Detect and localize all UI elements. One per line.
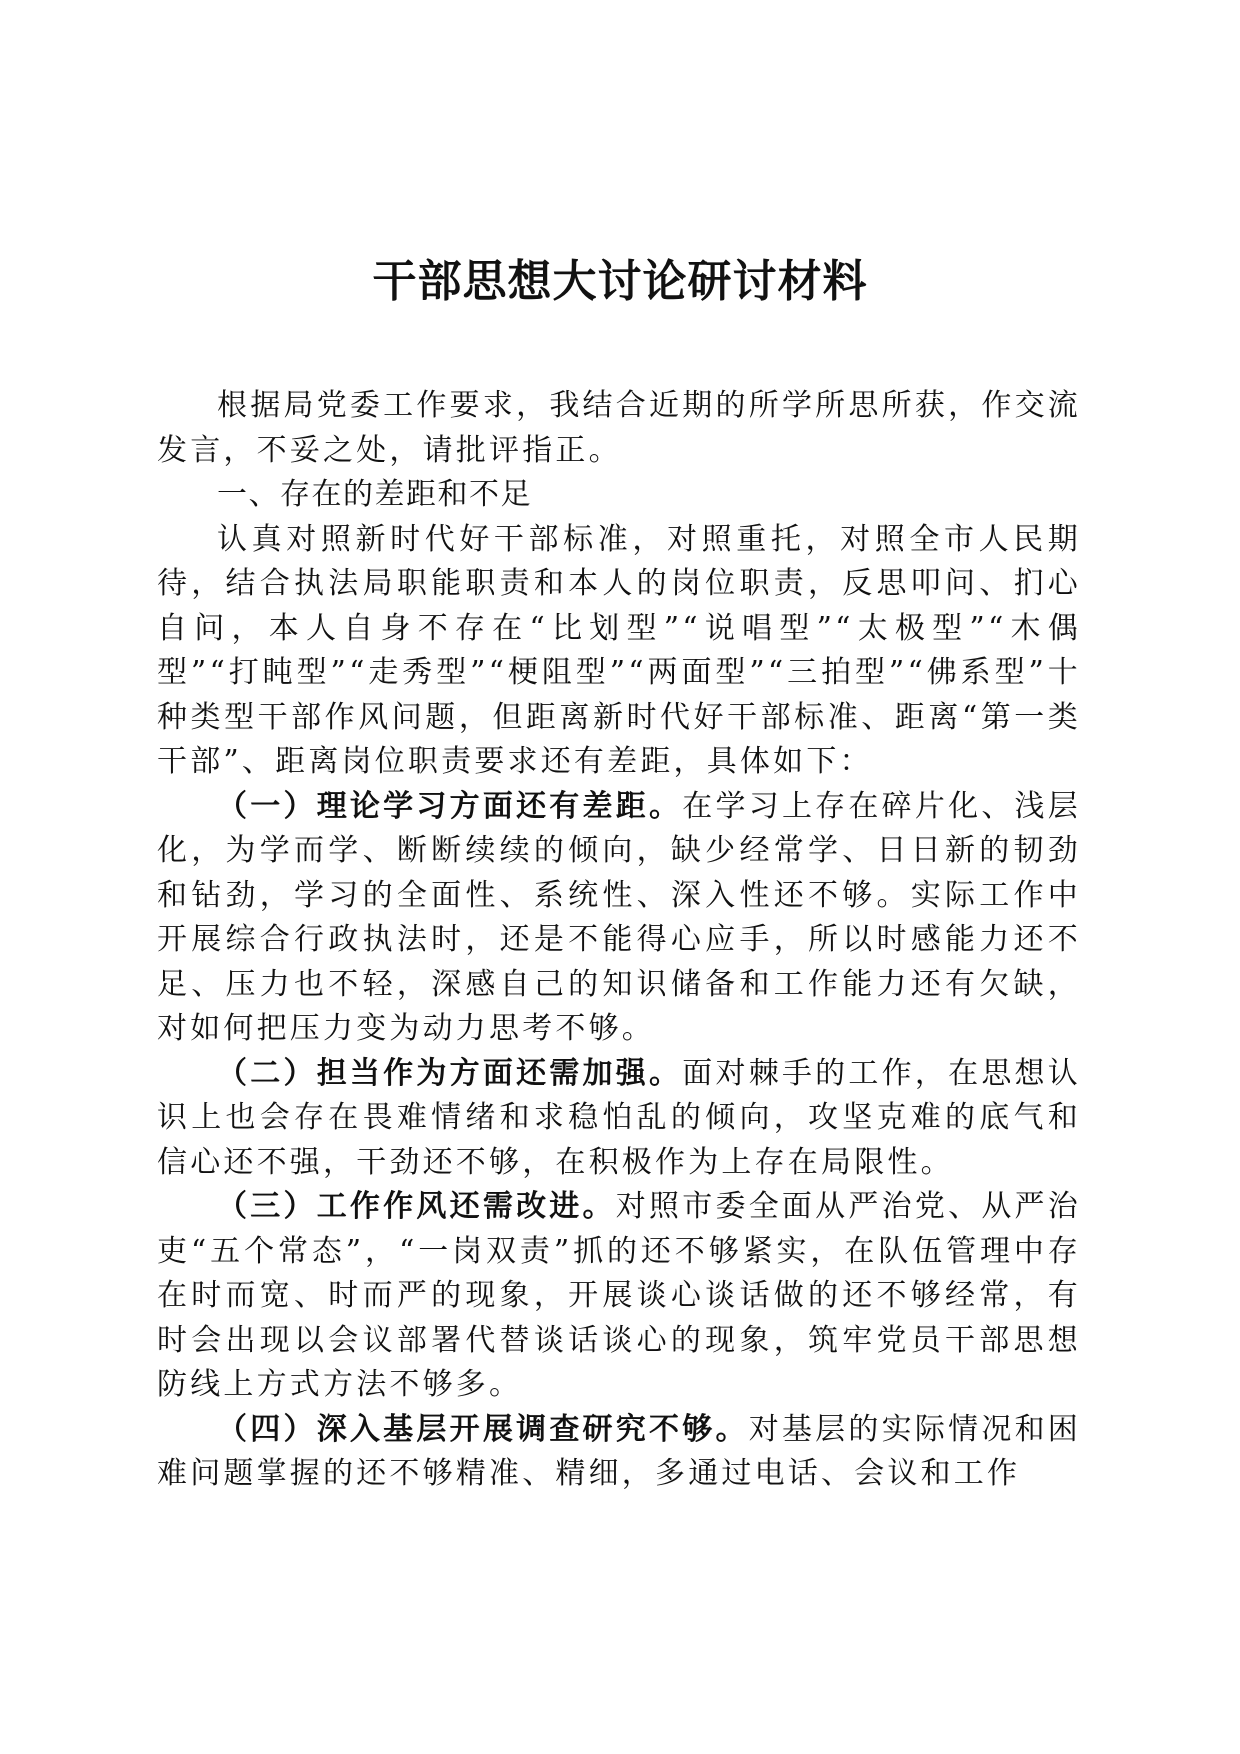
item-lead: （四）深入基层开展调查研究不够。	[217, 1411, 749, 1447]
item-text: 对基层的实际情况和困难问题掌握的还不够精准、精细，多通过电话、会议和工作	[157, 1411, 1082, 1491]
item-lead: （二）担当作为方面还需加强。	[217, 1055, 683, 1091]
item-text: 面对棘手的工作，在思想认识上也会存在畏难情绪和求稳怕乱的倾向，攻坚克难的底气和信心还不强，干劲还不够，在积极作为上存在局限性。	[157, 1055, 1081, 1180]
item-lead: （三）工作作风还需改进。	[217, 1189, 616, 1224]
item-text: 对照市委全面从严治党、从严治吏“五个常态”，“一岗双责”抓的还不够紧实，在队伍管理中存在时而宽、时而严的现象，开展谈心谈话做的还不够经常，有时会出现以会议部署代替谈话谈心的现象，筑牢党员干部思想防线上方式方法不够多。	[157, 1189, 1081, 1402]
item-lead: （一）理论学习方面还有差距。	[217, 788, 683, 824]
item-paragraph-4	[157, 1408, 1081, 1497]
document-body	[157, 384, 1081, 1497]
section-heading: 一、存在的差距和不足	[217, 477, 532, 512]
item-paragraph-1	[157, 785, 1081, 1052]
item-paragraph-3	[157, 1185, 1081, 1408]
document-title: 干部思想大讨论研讨材料	[372, 256, 868, 307]
item-text: 在学习上存在碎片化、浅层化，为学而学、断断续续的倾向，缺少经常学、日日新的韧劲和钻劲，学习的全面性、系统性、深入性还不够。实际工作中开展综合行政执法时，还是不能得心应手，所以时感能力还不足、压力也不轻，深感自己的知识储备和工作能力还有欠缺，对如何把压力变为动力思考不够。	[157, 788, 1081, 1046]
item-paragraph-2	[157, 1052, 1081, 1186]
intro-paragraph: 根据局党委工作要求，我结合近期的所学所思所获，作交流发言，不妥之处，请批评指正。	[157, 388, 1081, 468]
section-paragraph: 认真对照新时代好干部标准，对照重托，对照全市人民期待，结合执法局职能职责和本人的岗位职责，反思叩问、扪心自问，本人自身不存在“比划型”“说唱型”“太极型”“木偶型”“打盹型”“走秀型”“梗阻型”“两面型”“三拍型”“佛系型”十种类型干部作风问题，但距离新时代好干部标准、距离“第一类干部”、距离岗位职责要求还有差距，具体如下：	[157, 521, 1081, 779]
